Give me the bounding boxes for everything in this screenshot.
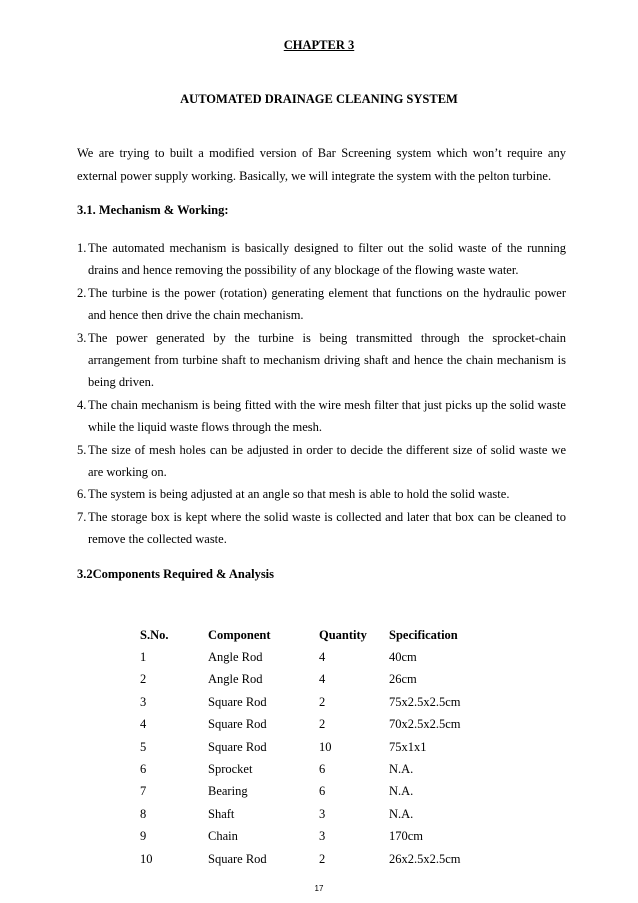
components-table bbox=[140, 624, 499, 870]
table-row bbox=[140, 848, 499, 870]
column-header-sno: S.No. bbox=[140, 627, 169, 642]
section-heading-mechanism: 3.1. Mechanism & Working: bbox=[77, 203, 229, 217]
step-number: 1. bbox=[77, 241, 87, 255]
table-header-row bbox=[140, 624, 499, 646]
section-heading-components: 3.2Components Required & Analysis bbox=[77, 567, 275, 581]
cell-quantity: 4 bbox=[319, 672, 326, 687]
cell-quantity: 3 bbox=[319, 806, 326, 821]
cell-component: Angle Rod bbox=[208, 672, 263, 687]
table-row bbox=[140, 736, 499, 758]
cell-specification: 75x1x1 bbox=[389, 739, 427, 754]
cell-sno: 10 bbox=[140, 851, 153, 866]
step-text: The turbine is the power (rotation) generating element that functions on the hydraulic power and hence then drive the chain mechanism. bbox=[88, 285, 566, 323]
list-item bbox=[77, 282, 566, 327]
step-number: 2. bbox=[77, 285, 87, 300]
cell-quantity: 2 bbox=[319, 717, 326, 732]
cell-sno: 2 bbox=[140, 672, 147, 687]
column-header-specification: Specification bbox=[389, 627, 458, 642]
cell-component: Shaft bbox=[208, 806, 235, 821]
cell-sno: 1 bbox=[140, 650, 147, 665]
cell-sno: 5 bbox=[140, 739, 147, 754]
list-item bbox=[77, 506, 566, 551]
list-item bbox=[77, 394, 566, 439]
cell-quantity: 3 bbox=[319, 829, 326, 844]
step-number: 4. bbox=[77, 397, 87, 412]
cell-specification: 170cm bbox=[389, 829, 424, 844]
cell-specification: 26x2.5x2.5cm bbox=[389, 851, 461, 866]
step-number: 5. bbox=[77, 442, 87, 457]
column-header-quantity: Quantity bbox=[319, 627, 367, 642]
cell-component: Square Rod bbox=[208, 717, 267, 732]
list-item bbox=[77, 237, 566, 282]
table-row bbox=[140, 758, 499, 780]
cell-component: Chain bbox=[208, 829, 238, 844]
step-text: The automated mechanism is basically designed to filter out the solid waste of the running drains and hence removing the possibility of any blockage of the flowing waste water. bbox=[88, 241, 566, 278]
step-text: The size of mesh holes can be adjusted in order to decide the different size of solid waste we are working on. bbox=[88, 442, 566, 480]
cell-quantity: 2 bbox=[319, 694, 326, 709]
cell-component: Sprocket bbox=[208, 762, 253, 777]
cell-quantity: 10 bbox=[319, 739, 332, 754]
table-row bbox=[140, 803, 499, 825]
step-number: 3. bbox=[77, 330, 87, 345]
cell-quantity: 6 bbox=[319, 784, 326, 799]
cell-quantity: 6 bbox=[319, 762, 326, 777]
table-row bbox=[140, 781, 499, 803]
cell-sno: 7 bbox=[140, 784, 147, 799]
list-item bbox=[77, 439, 566, 484]
table-row bbox=[140, 714, 499, 736]
cell-specification: 70x2.5x2.5cm bbox=[389, 717, 461, 732]
step-number: 6. bbox=[77, 487, 87, 502]
cell-sno: 3 bbox=[140, 694, 147, 709]
cell-specification: 75x2.5x2.5cm bbox=[389, 694, 461, 709]
mechanism-steps-list bbox=[77, 237, 566, 551]
cell-specification: 40cm bbox=[389, 650, 417, 665]
cell-component: Angle Rod bbox=[208, 650, 263, 665]
cell-sno: 8 bbox=[140, 806, 147, 821]
table-row bbox=[140, 826, 499, 848]
cell-quantity: 2 bbox=[319, 851, 326, 866]
chapter-title: AUTOMATED DRAINAGE CLEANING SYSTEM bbox=[180, 92, 458, 106]
list-item bbox=[77, 327, 566, 394]
cell-component: Bearing bbox=[208, 784, 248, 799]
cell-sno: 6 bbox=[140, 762, 147, 777]
table-row bbox=[140, 646, 499, 668]
table-row bbox=[140, 669, 499, 691]
cell-specification: N.A. bbox=[389, 806, 414, 821]
table-row bbox=[140, 691, 499, 713]
cell-specification: 26cm bbox=[389, 672, 417, 687]
cell-component: Square Rod bbox=[208, 851, 267, 866]
cell-specification: N.A. bbox=[389, 784, 414, 799]
list-item bbox=[77, 483, 566, 505]
step-text: The system is being adjusted at an angle so that mesh is able to hold the solid waste. bbox=[88, 487, 510, 502]
cell-quantity: 4 bbox=[319, 650, 326, 665]
cell-specification: N.A. bbox=[389, 762, 414, 777]
cell-component: Square Rod bbox=[208, 739, 267, 754]
step-number: 7. bbox=[77, 509, 87, 524]
cell-sno: 4 bbox=[140, 717, 147, 732]
step-text: The chain mechanism is being fitted with the wire mesh filter that just picks up the solid waste while the liquid waste flows through the mesh. bbox=[88, 397, 566, 435]
cell-component: Square Rod bbox=[208, 694, 267, 709]
column-header-component: Component bbox=[208, 627, 271, 642]
step-text: The power generated by the turbine is being transmitted through the sprocket-chain arrangement from turbine shaft to mechanism driving shaft and hence the chain mechanism is being driven. bbox=[88, 330, 566, 390]
chapter-label: CHAPTER 3 bbox=[283, 38, 355, 52]
step-text: The storage box is kept where the solid waste is collected and later that box can be cleaned to remove the collected waste. bbox=[88, 509, 566, 547]
intro-paragraph: We are trying to built a modified version of Bar Screening system which won’t require any external power supply working. Basically, we will integrate the system with the pelton turbine. bbox=[77, 146, 566, 183]
page-number: 17 bbox=[314, 884, 324, 893]
cell-sno: 9 bbox=[140, 829, 147, 844]
